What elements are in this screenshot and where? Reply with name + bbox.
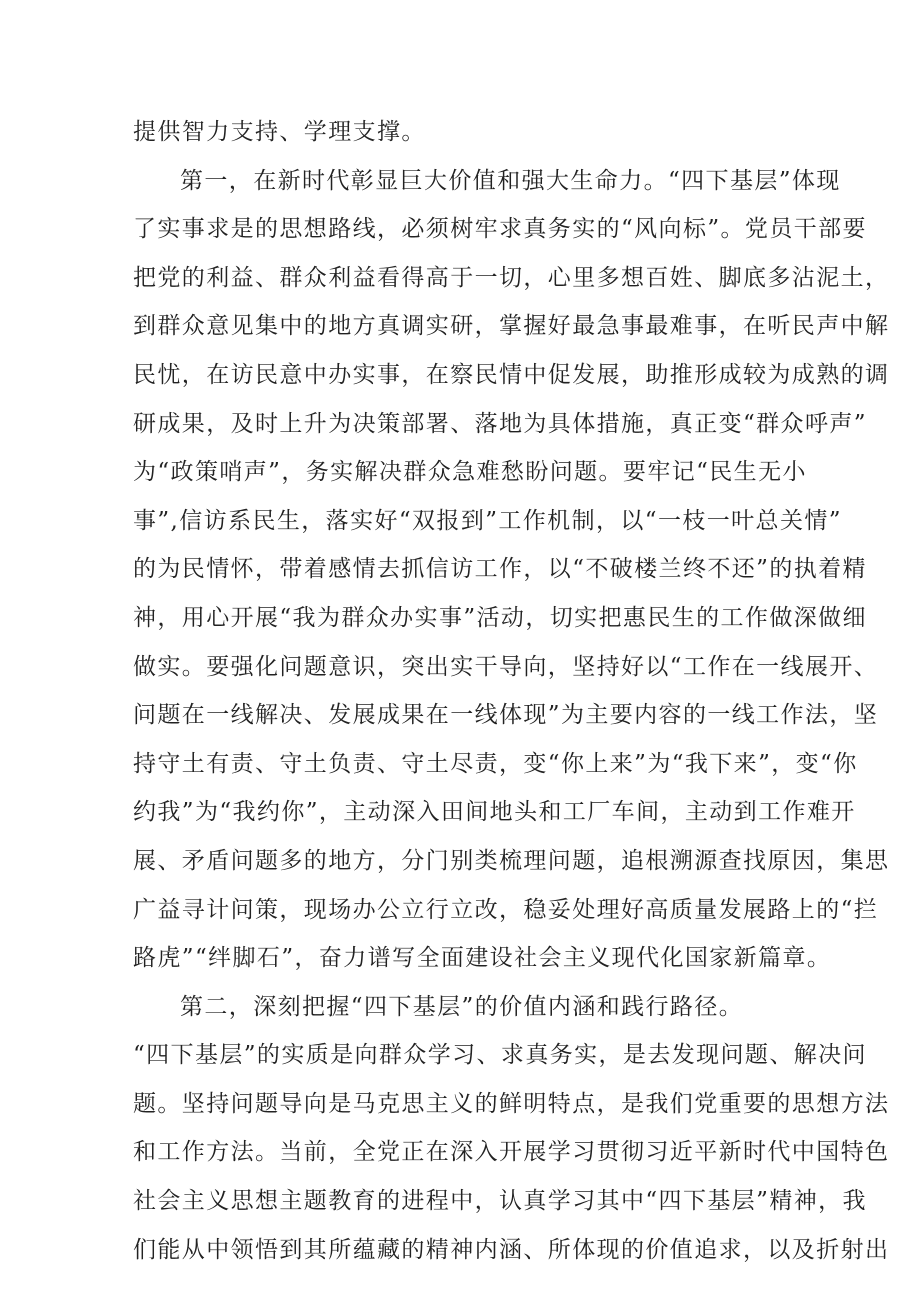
text-line: 第一，在新时代彰显巨大价值和强大生命力。“四下基层”体现 (180, 167, 841, 194)
text-line: 约我”为“我约你”，主动深入田间地头和工厂车间，主动到工作难开 (133, 799, 856, 826)
document-body (133, 108, 890, 1274)
text-line: 路虎”“绊脚石”，奋力谱写全面建设社会主义现代化国家新篇章。 (133, 945, 832, 972)
text-line: 研成果，及时上升为决策部署、落地为具体措施，真正变“群众呼声” (133, 410, 867, 437)
text-line: 了实事求是的思想路线，必须树牢求真务实的“风向标”。党员干部要 (133, 216, 867, 243)
text-line: 做实。要强化问题意识，突出实干导向，坚持好以“工作在一线展开、 (133, 653, 879, 680)
text-line: 为“政策哨声”，务实解决群众急难愁盼问题。要牢记“民生无小 (133, 459, 807, 486)
text-line: 把党的利益、群众利益看得高于一切，心里多想百姓、脚底多沾泥土， (133, 264, 890, 291)
text-line: 事”,信访系民生，落实好“双报到”工作机制，以“一枝一叶总关情” (133, 507, 842, 534)
text-line: 神，用心开展“我为群众办实事”活动，切实把惠民生的工作做深做细 (133, 604, 867, 631)
text-line: 广益寻计问策，现场办公立行立改，稳妥处理好高质量发展路上的“拦 (133, 896, 879, 923)
text-line: 持守土有责、守土负责、守土尽责，变“你上来”为“我下来”，变“你 (133, 750, 858, 777)
text-line: 们能从中领悟到其所蕴藏的精神内涵、所体现的价值追求，以及折射出 (133, 1236, 890, 1263)
text-line: 问题在一线解决、发展成果在一线体现”为主要内容的一线工作法，坚 (133, 702, 879, 729)
text-line: 提供智力支持、学理支撑。 (133, 119, 426, 145)
text-line: 第二，深刻把握“四下基层”的价值内涵和践行路径。 (180, 993, 744, 1020)
text-line: 题。坚持问题导向是马克思主义的鲜明特点，是我们党重要的思想方法 (133, 1090, 890, 1117)
text-line: “四下基层”的实质是向群众学习、求真务实，是去发现问题、解决问 (133, 1042, 867, 1069)
text-line: 的为民情怀，带着感情去抓信访工作，以“不破楼兰终不还”的执着精 (133, 556, 867, 583)
text-line: 到群众意见集中的地方真调实研，掌握好最急事最难事，在听民声中解 (133, 313, 890, 340)
text-line: 展、矛盾问题多的地方，分门别类梳理问题，追根溯源查找原因，集思 (133, 847, 890, 874)
text-line: 和工作方法。当前，全党正在深入开展学习贯彻习近平新时代中国特色 (133, 1139, 890, 1166)
text-line: 社会主义思想主题教育的进程中，认真学习其中“四下基层”精神，我 (133, 1188, 867, 1215)
text-line: 民忧，在访民意中办实事，在察民情中促发展，助推形成较为成熟的调 (133, 361, 890, 388)
